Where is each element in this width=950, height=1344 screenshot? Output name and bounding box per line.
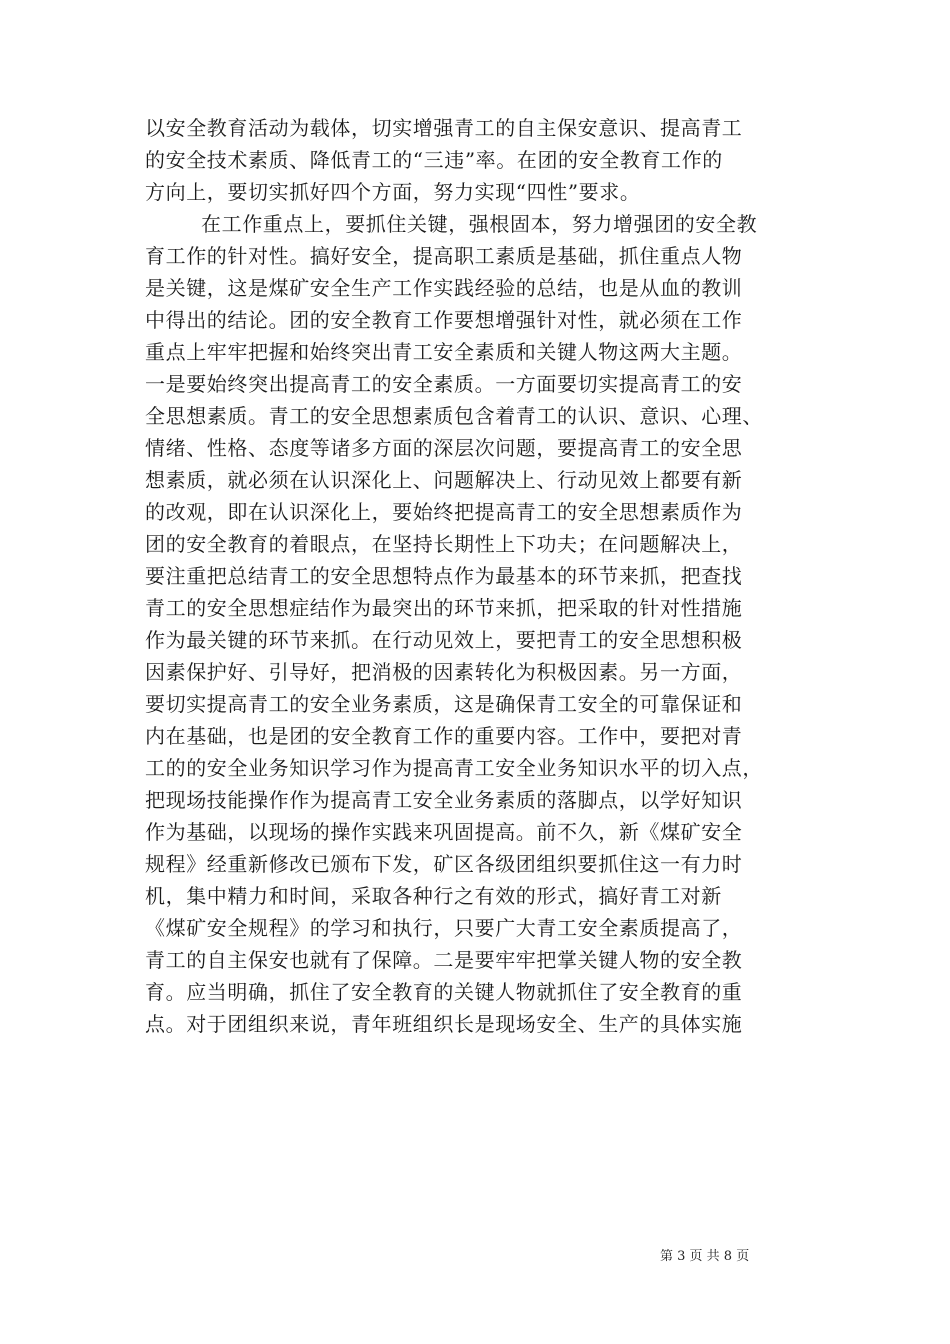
text-line: 青工的安全思想症结作为最突出的环节来抓，把采取的针对性措施 <box>145 596 743 620</box>
text-line: 育。应当明确，抓住了安全教育的关键人物就抓住了安全教育的重 <box>145 980 743 1004</box>
text-line: 是关键，这是煤矿安全生产工作实践经验的总结，也是从血的教训 <box>145 276 743 300</box>
text-line: 的改观，即在认识深化上，要始终把提高青工的安全思想素质作为 <box>145 500 743 524</box>
text-line: 要切实提高青工的安全业务素质，这是确保青工安全的可靠保证和 <box>145 692 743 716</box>
text-line: 以安全教育活动为载体，切实增强青工的自主保安意识、提高青工 <box>145 116 743 140</box>
text-line: 团的安全教育的着眼点，在坚持长期性上下功夫；在问题解决上， <box>145 532 743 556</box>
text-line: 中得出的结论。团的安全教育工作要想增强针对性，就必须在工作 <box>145 308 743 332</box>
text-line: 育工作的针对性。搞好安全，提高职工素质是基础，抓住重点人物 <box>145 244 743 268</box>
text-line: 想素质，就必须在认识深化上、问题解决上、行动见效上都要有新 <box>145 468 743 492</box>
text-line: 作为基础，以现场的操作实践来巩固提高。前不久，新《煤矿安全 <box>145 820 743 844</box>
text-line: 青工的自主保安也就有了保障。二是要牢牢把掌关键人物的安全教 <box>145 948 743 972</box>
document-body <box>145 112 807 1040</box>
text-line: 点。对于团组织来说，青年班组织长是现场安全、生产的具体实施 <box>145 1012 743 1036</box>
text-line: 内在基础，也是团的安全教育工作的重要内容。工作中，要把对青 <box>145 724 743 748</box>
text-line: 全思想素质。青工的安全思想素质包含着青工的认识、意识、心理、 <box>145 404 763 428</box>
text-line: 的安全技术素质、降低青工的“三违”率。在团的安全教育工作的 <box>145 148 723 172</box>
text-line: 一是要始终突出提高青工的安全素质。一方面要切实提高青工的安 <box>145 372 743 396</box>
text-line: 要注重把总结青工的安全思想特点作为最基本的环节来抓，把查找 <box>145 564 743 588</box>
text-line: 规程》经重新修改已颁布下发，矿区各级团组织要抓住这一有力时 <box>145 852 743 876</box>
page-number-footer: 第 3 页 共 8 页 <box>660 1249 750 1264</box>
paragraph-start-line: 在工作重点上，要抓住关键，强根固本，努力增强团的安全教 <box>201 212 758 236</box>
text-line: 因素保护好、引导好，把消极的因素转化为积极因素。另一方面， <box>145 660 743 684</box>
text-line: 方向上，要切实抓好四个方面，努力实现“四性”要求。 <box>145 180 641 204</box>
text-line: 工的的安全业务知识学习作为提高青工安全业务知识水平的切入点， <box>145 756 763 780</box>
text-line: 把现场技能操作作为提高青工安全业务素质的落脚点，以学好知识 <box>145 788 743 812</box>
text-line: 情绪、性格、态度等诸多方面的深层次问题，要提高青工的安全思 <box>145 436 743 460</box>
text-line: 作为最关键的环节来抓。在行动见效上，要把青工的安全思想积极 <box>145 628 743 652</box>
text-line: 《煤矿安全规程》的学习和执行，只要广大青工安全素质提高了， <box>145 916 743 940</box>
text-line: 重点上牢牢把握和始终突出青工安全素质和关键人物这两大主题。 <box>145 340 743 364</box>
text-line: 机，集中精力和时间，采取各种行之有效的形式，搞好青工对新 <box>145 884 722 908</box>
